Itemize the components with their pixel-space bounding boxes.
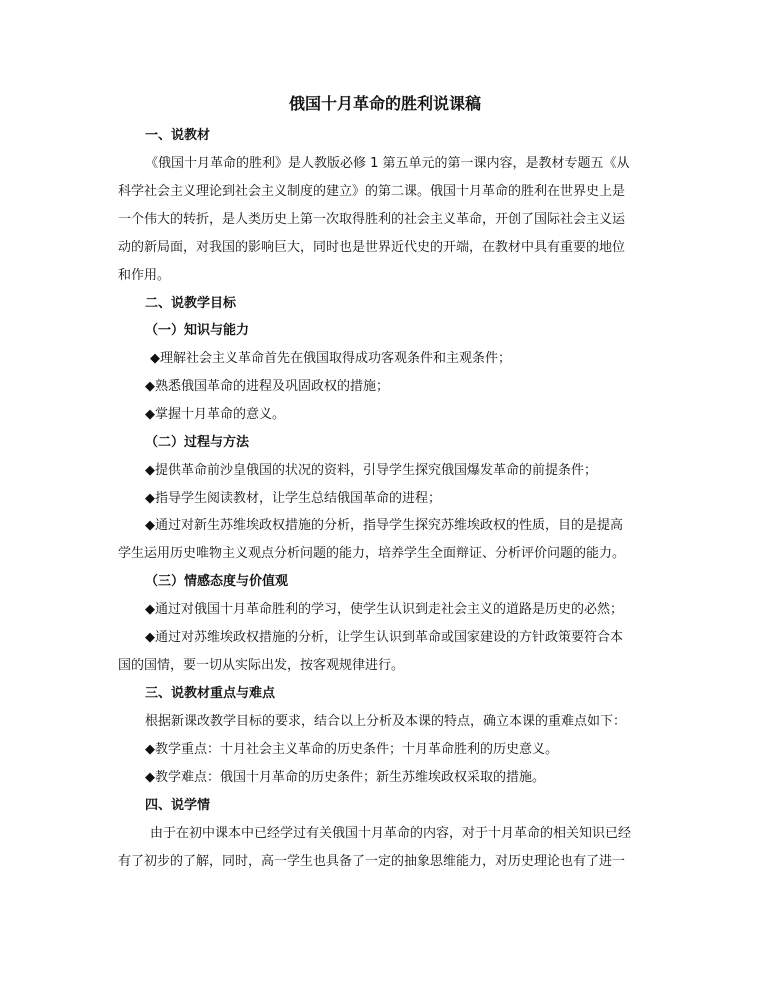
subsection-heading-knowledge: （一）知识与能力 (145, 323, 250, 338)
subsection-heading-process: （二）过程与方法 (145, 435, 250, 450)
paragraph-line: 科学社会主义理论到社会主义制度的建立》的第二课。俄国十月革命的胜利在世界史上是 (118, 184, 626, 199)
list-item: ◆教学难点：俄国十月革命的历史条件；新生苏维埃政权采取的措施。 (145, 770, 545, 785)
paragraph-line: 《俄国十月革命的胜利》是人教版必修 1 第五单元的第一课内容，是教材专题五《从 (145, 156, 630, 171)
list-item: ◆理解社会主义革命首先在俄国取得成功客观条件和主观条件； (150, 351, 511, 366)
list-item: ◆通过对新生苏维埃政权措施的分析，指导学生探究苏维埃政权的性质，目的是提高 (145, 518, 623, 533)
section-heading-textbook: 一、说教材 (145, 128, 211, 143)
paragraph-line: 由于在初中课本中已经学过有关俄国十月革命的内容，对于十月革命的相关知识已经 (150, 826, 632, 841)
paragraph-line: 动的新局面，对我国的影响巨大，同时也是世界近代史的开端，在教材中具有重要的地位 (118, 240, 626, 255)
list-item: ◆通过对俄国十月革命胜利的学习，使学生认识到走社会主义的道路是历史的必然； (145, 602, 623, 617)
list-item: ◆通过对苏维埃政权措施的分析，让学生认识到革命或国家建设的方针政策要符合本 (145, 630, 623, 645)
list-item: ◆掌握十月革命的意义。 (145, 407, 285, 422)
list-item: ◆提供革命前沙皇俄国的状况的资料，引导学生探究俄国爆发革命的前提条件； (145, 463, 597, 478)
section-heading-objectives: 二、说教学目标 (145, 296, 237, 311)
paragraph-line: 有了初步的了解，同时，高一学生也具备了一定的抽象思维能力，对历史理论也有了进一 (118, 854, 626, 869)
list-item: ◆教学重点：十月社会主义革命的历史条件；十月革命胜利的历史意义。 (145, 742, 558, 757)
section-heading-students: 四、说学情 (145, 798, 211, 813)
list-item: ◆熟悉俄国革命的进程及巩固政权的措施； (145, 379, 389, 394)
list-item: ◆指导学生阅读教材，让学生总结俄国革命的进程； (145, 491, 441, 506)
paragraph-line: 和作用。 (118, 268, 171, 283)
document-title: 俄国十月革命的胜利说课稿 (288, 94, 481, 113)
list-item-continuation: 国的国情，要一切从实际出发，按客观规律进行。 (118, 658, 405, 673)
list-item-continuation: 学生运用历史唯物主义观点分析问题的能力，培养学生全面辩证、分析评价问题的能力。 (118, 546, 626, 561)
subsection-heading-values: （三）情感态度与价值观 (145, 574, 289, 589)
paragraph-line: 根据新课改教学目标的要求，结合以上分析及本课的特点，确立本课的重难点如下： (145, 714, 627, 729)
paragraph-line: 一个伟大的转折，是人类历史上第一次取得胜利的社会主义革命，开创了国际社会主义运 (118, 212, 626, 227)
section-heading-key-points: 三、说教材重点与难点 (145, 686, 276, 701)
